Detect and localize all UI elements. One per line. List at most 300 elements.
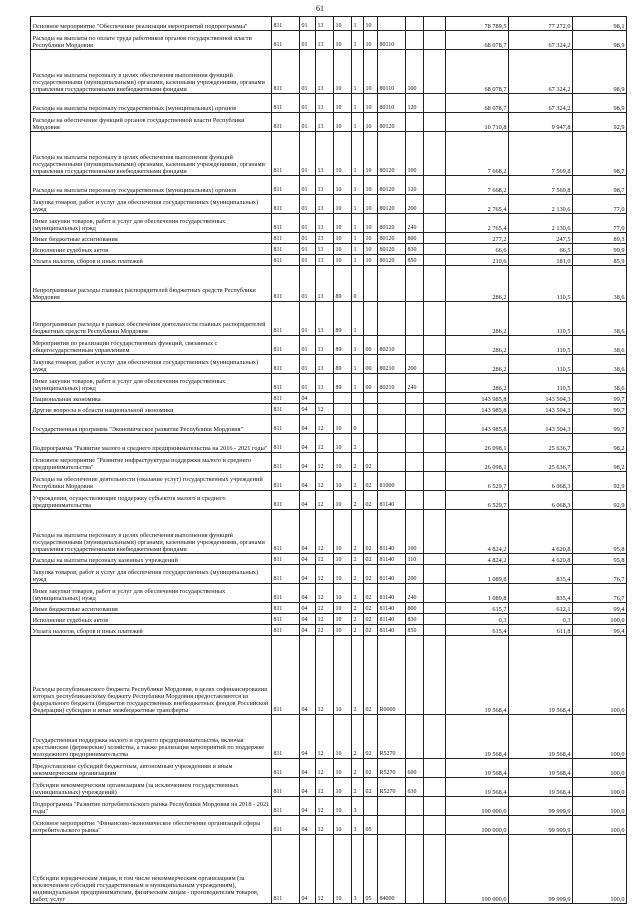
planned-amount: 615,4 bbox=[446, 625, 509, 636]
row-name: Национальная экономика bbox=[31, 393, 272, 404]
code-cell: 1 bbox=[352, 336, 364, 355]
execution-percent: 100,0 bbox=[573, 816, 627, 835]
code-cell: 01 bbox=[300, 233, 316, 244]
code-cell: 02 bbox=[364, 759, 378, 778]
executed-amount: 99 999,9 bbox=[509, 797, 573, 816]
code-cell: 01 bbox=[300, 31, 316, 50]
executed-amount: 7 569,8 bbox=[509, 132, 573, 176]
code-cell bbox=[406, 816, 424, 835]
code-cell bbox=[424, 636, 446, 715]
code-cell: 811 bbox=[272, 31, 300, 50]
code-cell: 89 bbox=[334, 266, 352, 302]
code-cell: 811 bbox=[272, 195, 300, 214]
code-cell: 13 bbox=[316, 266, 334, 302]
code-cell: 12 bbox=[316, 614, 334, 625]
execution-percent: 100,0 bbox=[573, 835, 627, 904]
code-cell: 0 bbox=[352, 266, 364, 302]
table-row bbox=[31, 94, 627, 113]
planned-amount: 66,6 bbox=[446, 244, 509, 255]
row-name: Иные закупки товаров, работ и услуг для обеспечения государственных (муниципальных) нужд bbox=[31, 584, 272, 603]
executed-amount: 25 636,7 bbox=[509, 453, 573, 472]
code-cell: 811 bbox=[272, 625, 300, 636]
code-cell: 00 bbox=[364, 374, 378, 393]
code-cell: 2 bbox=[352, 614, 364, 625]
code-cell bbox=[424, 554, 446, 565]
code-cell: 12 bbox=[316, 715, 334, 759]
code-cell: 02 bbox=[364, 636, 378, 715]
code-cell: 811 bbox=[272, 374, 300, 393]
code-cell: 200 bbox=[406, 195, 424, 214]
table-row bbox=[31, 31, 627, 50]
execution-percent: 99,4 bbox=[573, 603, 627, 614]
row-name: Расходы на выплаты персоналу государственных (муниципальных) органов bbox=[31, 94, 272, 113]
code-cell bbox=[352, 393, 364, 404]
row-name: Учреждения, осуществляющие поддержку субъектов малого и среднего предпринимательства bbox=[31, 491, 272, 510]
code-cell: 10 bbox=[334, 31, 352, 50]
code-cell: 01 bbox=[300, 244, 316, 255]
execution-percent: 38,6 bbox=[573, 302, 627, 336]
code-cell bbox=[424, 715, 446, 759]
code-cell: 1 bbox=[352, 132, 364, 176]
code-cell bbox=[424, 17, 446, 31]
planned-amount: 143 985,8 bbox=[446, 404, 509, 415]
execution-percent: 99,7 bbox=[573, 393, 627, 404]
code-cell: 12 bbox=[316, 603, 334, 614]
execution-percent: 38,6 bbox=[573, 355, 627, 374]
code-cell: 01 bbox=[300, 214, 316, 233]
code-cell: 1 bbox=[352, 31, 364, 50]
executed-amount: 4 620,8 bbox=[509, 510, 573, 554]
code-cell: 811 bbox=[272, 510, 300, 554]
table-row bbox=[31, 715, 627, 759]
code-cell bbox=[406, 636, 424, 715]
code-cell: 10 bbox=[334, 759, 352, 778]
code-cell: 200 bbox=[406, 565, 424, 584]
table-row bbox=[31, 434, 627, 453]
table-body bbox=[31, 17, 627, 904]
executed-amount: 143 504,3 bbox=[509, 415, 573, 434]
code-cell: 10 bbox=[334, 214, 352, 233]
execution-percent: 98,1 bbox=[573, 17, 627, 31]
code-cell: 13 bbox=[316, 176, 334, 195]
row-name: Исполнение судебных актов bbox=[31, 244, 272, 255]
code-cell: 10 bbox=[364, 132, 378, 176]
code-cell: 811 bbox=[272, 404, 300, 415]
executed-amount: 612,1 bbox=[509, 603, 573, 614]
execution-percent: 100,0 bbox=[573, 797, 627, 816]
code-cell: 04 bbox=[300, 625, 316, 636]
code-cell bbox=[424, 302, 446, 336]
code-cell bbox=[406, 336, 424, 355]
execution-percent: 100,0 bbox=[573, 614, 627, 625]
code-cell: 10 bbox=[334, 244, 352, 255]
execution-percent: 100,0 bbox=[573, 759, 627, 778]
code-cell: 04 bbox=[300, 835, 316, 904]
code-cell: 13 bbox=[316, 132, 334, 176]
code-cell bbox=[424, 778, 446, 797]
row-name: Расходы на обеспечение функций органов государственной власти Республики Мордовия bbox=[31, 113, 272, 132]
code-cell: 1 bbox=[352, 374, 364, 393]
code-cell: 13 bbox=[316, 17, 334, 31]
code-cell bbox=[378, 434, 406, 453]
code-cell: 01 bbox=[300, 355, 316, 374]
code-cell: 120 bbox=[406, 176, 424, 195]
code-cell: 2 bbox=[352, 472, 364, 491]
code-cell: 00 bbox=[364, 355, 378, 374]
executed-amount: 67 324,2 bbox=[509, 31, 573, 50]
code-cell: 811 bbox=[272, 472, 300, 491]
execution-percent: 38,6 bbox=[573, 374, 627, 393]
execution-percent: 98,2 bbox=[573, 453, 627, 472]
code-cell: 04 bbox=[300, 797, 316, 816]
code-cell bbox=[406, 797, 424, 816]
execution-percent: 89,3 bbox=[573, 233, 627, 244]
code-cell: 811 bbox=[272, 759, 300, 778]
table-row bbox=[31, 614, 627, 625]
row-name: Государственная программа "Экономическое развитие Республики Мордовия" bbox=[31, 415, 272, 434]
code-cell: 10 bbox=[334, 195, 352, 214]
code-cell: 12 bbox=[316, 797, 334, 816]
code-cell bbox=[378, 17, 406, 31]
table-row bbox=[31, 374, 627, 393]
table-row bbox=[31, 302, 627, 336]
code-cell: 3 bbox=[352, 816, 364, 835]
code-cell bbox=[406, 835, 424, 904]
executed-amount: 66,5 bbox=[509, 244, 573, 255]
execution-percent: 98,2 bbox=[573, 434, 627, 453]
row-name: Расходы на выплаты персоналу казенных учреждений bbox=[31, 554, 272, 565]
code-cell bbox=[424, 94, 446, 113]
code-cell: 04 bbox=[300, 816, 316, 835]
executed-amount: 6 068,3 bbox=[509, 491, 573, 510]
code-cell: 04 bbox=[300, 759, 316, 778]
executed-amount: 2 130,6 bbox=[509, 195, 573, 214]
code-cell: 811 bbox=[272, 336, 300, 355]
code-cell: 811 bbox=[272, 797, 300, 816]
table-row bbox=[31, 132, 627, 176]
code-cell: 800 bbox=[406, 603, 424, 614]
code-cell: 811 bbox=[272, 113, 300, 132]
executed-amount: 0,3 bbox=[509, 614, 573, 625]
code-cell bbox=[424, 50, 446, 94]
code-cell: 12 bbox=[316, 816, 334, 835]
code-cell: 12 bbox=[316, 415, 334, 434]
code-cell: 811 bbox=[272, 176, 300, 195]
executed-amount: 143 504,3 bbox=[509, 393, 573, 404]
code-cell: 13 bbox=[316, 50, 334, 94]
code-cell: 10 bbox=[364, 214, 378, 233]
executed-amount: 99 999,9 bbox=[509, 816, 573, 835]
code-cell: 02 bbox=[364, 584, 378, 603]
code-cell: 13 bbox=[316, 233, 334, 244]
page-number: 61 bbox=[316, 4, 324, 13]
code-cell: 10 bbox=[334, 233, 352, 244]
code-cell: 811 bbox=[272, 17, 300, 31]
code-cell: 811 bbox=[272, 266, 300, 302]
planned-amount: 19 568,4 bbox=[446, 778, 509, 797]
execution-percent: 98,7 bbox=[573, 176, 627, 195]
code-cell: 02 bbox=[364, 614, 378, 625]
planned-amount: 286,2 bbox=[446, 374, 509, 393]
code-cell: 13 bbox=[316, 195, 334, 214]
executed-amount: 19 568,4 bbox=[509, 778, 573, 797]
table-row bbox=[31, 835, 627, 904]
code-cell: 02 bbox=[364, 472, 378, 491]
execution-percent: 99,7 bbox=[573, 404, 627, 415]
planned-amount: 1 089,8 bbox=[446, 584, 509, 603]
code-cell: 811 bbox=[272, 393, 300, 404]
planned-amount: 286,2 bbox=[446, 302, 509, 336]
executed-amount: 67 324,2 bbox=[509, 50, 573, 94]
executed-amount: 110,5 bbox=[509, 266, 573, 302]
code-cell: 04 bbox=[300, 491, 316, 510]
planned-amount: 286,2 bbox=[446, 336, 509, 355]
table-row bbox=[31, 393, 627, 404]
planned-amount: 0,3 bbox=[446, 614, 509, 625]
code-cell: 811 bbox=[272, 434, 300, 453]
executed-amount: 7 569,8 bbox=[509, 176, 573, 195]
code-cell: 81140 bbox=[378, 614, 406, 625]
code-cell: 240 bbox=[406, 374, 424, 393]
code-cell bbox=[424, 176, 446, 195]
code-cell: 811 bbox=[272, 554, 300, 565]
code-cell bbox=[424, 374, 446, 393]
code-cell: 05 bbox=[364, 835, 378, 904]
code-cell: 80210 bbox=[378, 374, 406, 393]
code-cell: 12 bbox=[316, 835, 334, 904]
execution-percent: 95,8 bbox=[573, 554, 627, 565]
execution-percent: 92,9 bbox=[573, 472, 627, 491]
code-cell: 04 bbox=[300, 715, 316, 759]
code-cell: 10 bbox=[334, 625, 352, 636]
code-cell: 10 bbox=[364, 31, 378, 50]
code-cell: R5270 bbox=[378, 759, 406, 778]
code-cell: 01 bbox=[300, 266, 316, 302]
code-cell: 10 bbox=[364, 233, 378, 244]
code-cell: 01 bbox=[300, 17, 316, 31]
code-cell: 10 bbox=[334, 778, 352, 797]
planned-amount: 277,2 bbox=[446, 233, 509, 244]
code-cell: 811 bbox=[272, 355, 300, 374]
table-row bbox=[31, 453, 627, 472]
executed-amount: 19 568,4 bbox=[509, 759, 573, 778]
code-cell: 240 bbox=[406, 584, 424, 603]
code-cell: 2 bbox=[352, 434, 364, 453]
code-cell bbox=[424, 453, 446, 472]
code-cell: 1 bbox=[352, 17, 364, 31]
table-row bbox=[31, 50, 627, 94]
planned-amount: 100 000,0 bbox=[446, 835, 509, 904]
row-name: Подпрограмма "Развитие потребительского рынка Республики Мордовия на 2018 - 2021 годы" bbox=[31, 797, 272, 816]
code-cell: 1 bbox=[352, 255, 364, 266]
code-cell bbox=[424, 132, 446, 176]
code-cell: 850 bbox=[406, 625, 424, 636]
code-cell bbox=[424, 759, 446, 778]
code-cell: 12 bbox=[316, 491, 334, 510]
table-row bbox=[31, 603, 627, 614]
executed-amount: 6 068,3 bbox=[509, 472, 573, 491]
row-name: Расходы на выплаты персоналу в целях обеспечения выполнения функций государственными (муниципальными) органами, казенными учреждениями, органами управления государственными внебюджетными фондами bbox=[31, 132, 272, 176]
code-cell: 2 bbox=[352, 715, 364, 759]
code-cell bbox=[424, 393, 446, 404]
code-cell bbox=[364, 404, 378, 415]
code-cell: 04 bbox=[300, 636, 316, 715]
code-cell bbox=[406, 434, 424, 453]
code-cell: 13 bbox=[316, 244, 334, 255]
code-cell: 10 bbox=[334, 255, 352, 266]
planned-amount: 26 098,1 bbox=[446, 453, 509, 472]
executed-amount: 611,8 bbox=[509, 625, 573, 636]
code-cell: 80120 bbox=[378, 132, 406, 176]
planned-amount: 68 078,7 bbox=[446, 94, 509, 113]
code-cell: 80120 bbox=[378, 176, 406, 195]
row-name: Закупка товаров, работ и услуг для обеспечения государственных (муниципальных) нужд bbox=[31, 195, 272, 214]
code-cell: 01 bbox=[300, 94, 316, 113]
code-cell bbox=[424, 266, 446, 302]
code-cell: 12 bbox=[316, 636, 334, 715]
table-row bbox=[31, 584, 627, 603]
table-row bbox=[31, 244, 627, 255]
code-cell: 04 bbox=[300, 778, 316, 797]
code-cell: 2 bbox=[352, 603, 364, 614]
execution-percent: 38,6 bbox=[573, 266, 627, 302]
execution-percent: 100,0 bbox=[573, 778, 627, 797]
code-cell: 850 bbox=[406, 255, 424, 266]
code-cell bbox=[406, 393, 424, 404]
planned-amount: 7 668,2 bbox=[446, 132, 509, 176]
code-cell: 12 bbox=[316, 584, 334, 603]
code-cell: 10 bbox=[334, 584, 352, 603]
code-cell: 13 bbox=[316, 94, 334, 113]
code-cell: 2 bbox=[352, 491, 364, 510]
code-cell bbox=[424, 415, 446, 434]
code-cell: 1 bbox=[352, 214, 364, 233]
planned-amount: 7 668,2 bbox=[446, 176, 509, 195]
code-cell bbox=[424, 244, 446, 255]
code-cell bbox=[424, 584, 446, 603]
planned-amount: 2 765,4 bbox=[446, 195, 509, 214]
code-cell bbox=[378, 393, 406, 404]
code-cell bbox=[424, 816, 446, 835]
code-cell: 02 bbox=[364, 715, 378, 759]
table-row bbox=[31, 214, 627, 233]
execution-percent: 77,0 bbox=[573, 195, 627, 214]
code-cell bbox=[424, 625, 446, 636]
executed-amount: 110,5 bbox=[509, 336, 573, 355]
execution-percent: 95,8 bbox=[573, 510, 627, 554]
code-cell: 80110 bbox=[378, 31, 406, 50]
row-name: Непрограммные расходы в рамках обеспечения деятельности главных распорядителей бюджетных средств Республики Мордовия bbox=[31, 302, 272, 336]
code-cell: 13 bbox=[316, 355, 334, 374]
code-cell: 811 bbox=[272, 816, 300, 835]
code-cell bbox=[364, 302, 378, 336]
executed-amount: 143 504,3 bbox=[509, 404, 573, 415]
code-cell: 10 bbox=[334, 510, 352, 554]
code-cell: 100 bbox=[406, 510, 424, 554]
code-cell: 2 bbox=[352, 759, 364, 778]
executed-amount: 110,5 bbox=[509, 302, 573, 336]
code-cell: 89 bbox=[334, 355, 352, 374]
code-cell bbox=[378, 453, 406, 472]
executed-amount: 25 636,7 bbox=[509, 434, 573, 453]
code-cell bbox=[352, 404, 364, 415]
executed-amount: 835,4 bbox=[509, 584, 573, 603]
executed-amount: 181,0 bbox=[509, 255, 573, 266]
code-cell: 10 bbox=[334, 816, 352, 835]
table-row bbox=[31, 355, 627, 374]
code-cell: 01 bbox=[300, 302, 316, 336]
code-cell: 110 bbox=[406, 554, 424, 565]
code-cell: 05 bbox=[364, 816, 378, 835]
code-cell: 13 bbox=[316, 214, 334, 233]
code-cell bbox=[424, 603, 446, 614]
code-cell: 10 bbox=[334, 453, 352, 472]
execution-percent: 98,9 bbox=[573, 31, 627, 50]
execution-percent: 85,9 bbox=[573, 255, 627, 266]
code-cell bbox=[424, 404, 446, 415]
row-name: Подпрограмма "Развитие малого и среднего предпринимательства на 2016 - 2021 годы" bbox=[31, 434, 272, 453]
planned-amount: 68 078,7 bbox=[446, 50, 509, 94]
code-cell: 10 bbox=[334, 603, 352, 614]
planned-amount: 143 985,8 bbox=[446, 393, 509, 404]
code-cell: 80120 bbox=[378, 244, 406, 255]
code-cell bbox=[424, 355, 446, 374]
code-cell: 12 bbox=[316, 472, 334, 491]
code-cell: 89 bbox=[334, 336, 352, 355]
code-cell: 12 bbox=[316, 510, 334, 554]
planned-amount: 10 710,8 bbox=[446, 113, 509, 132]
code-cell: 10 bbox=[364, 195, 378, 214]
planned-amount: 1 089,8 bbox=[446, 565, 509, 584]
code-cell: 01 bbox=[300, 113, 316, 132]
planned-amount: 286,2 bbox=[446, 266, 509, 302]
code-cell: 2 bbox=[352, 554, 364, 565]
code-cell: 02 bbox=[364, 778, 378, 797]
code-cell: 1 bbox=[352, 176, 364, 195]
executed-amount: 835,4 bbox=[509, 565, 573, 584]
code-cell bbox=[378, 797, 406, 816]
row-name: Непрограммные расходы главных распорядителей бюджетных средств Республики Мордовия bbox=[31, 266, 272, 302]
code-cell: 1 bbox=[352, 50, 364, 94]
code-cell: 12 bbox=[316, 625, 334, 636]
row-name: Субсидии некоммерческим организациям (за исключением государственных (муниципальных) учреждений) bbox=[31, 778, 272, 797]
planned-amount: 19 568,4 bbox=[446, 636, 509, 715]
code-cell bbox=[424, 472, 446, 491]
table-row bbox=[31, 636, 627, 715]
code-cell: 13 bbox=[316, 374, 334, 393]
code-cell: 12 bbox=[316, 565, 334, 584]
row-name: Закупка товаров, работ и услуг для обеспечения государственных (муниципальных) нужд bbox=[31, 355, 272, 374]
code-cell: 100 bbox=[406, 132, 424, 176]
executed-amount: 99 999,9 bbox=[509, 835, 573, 904]
code-cell: 13 bbox=[316, 255, 334, 266]
code-cell: 811 bbox=[272, 94, 300, 113]
code-cell: 81000 bbox=[378, 472, 406, 491]
code-cell bbox=[424, 565, 446, 584]
code-cell: 04 bbox=[300, 472, 316, 491]
code-cell: 2 bbox=[352, 778, 364, 797]
code-cell: 01 bbox=[300, 195, 316, 214]
code-cell bbox=[364, 797, 378, 816]
row-name: Государственная поддержка малого и среднего предпринимательства, включая крестьянские (фермерские) хозяйства, а также реализация мероприятий по поддержке молодежного предпринимательства bbox=[31, 715, 272, 759]
code-cell: 02 bbox=[364, 510, 378, 554]
planned-amount: 78 789,5 bbox=[446, 17, 509, 31]
code-cell: 04 bbox=[300, 584, 316, 603]
code-cell bbox=[378, 302, 406, 336]
code-cell bbox=[424, 31, 446, 50]
code-cell: 811 bbox=[272, 614, 300, 625]
executed-amount: 77 272,0 bbox=[509, 17, 573, 31]
